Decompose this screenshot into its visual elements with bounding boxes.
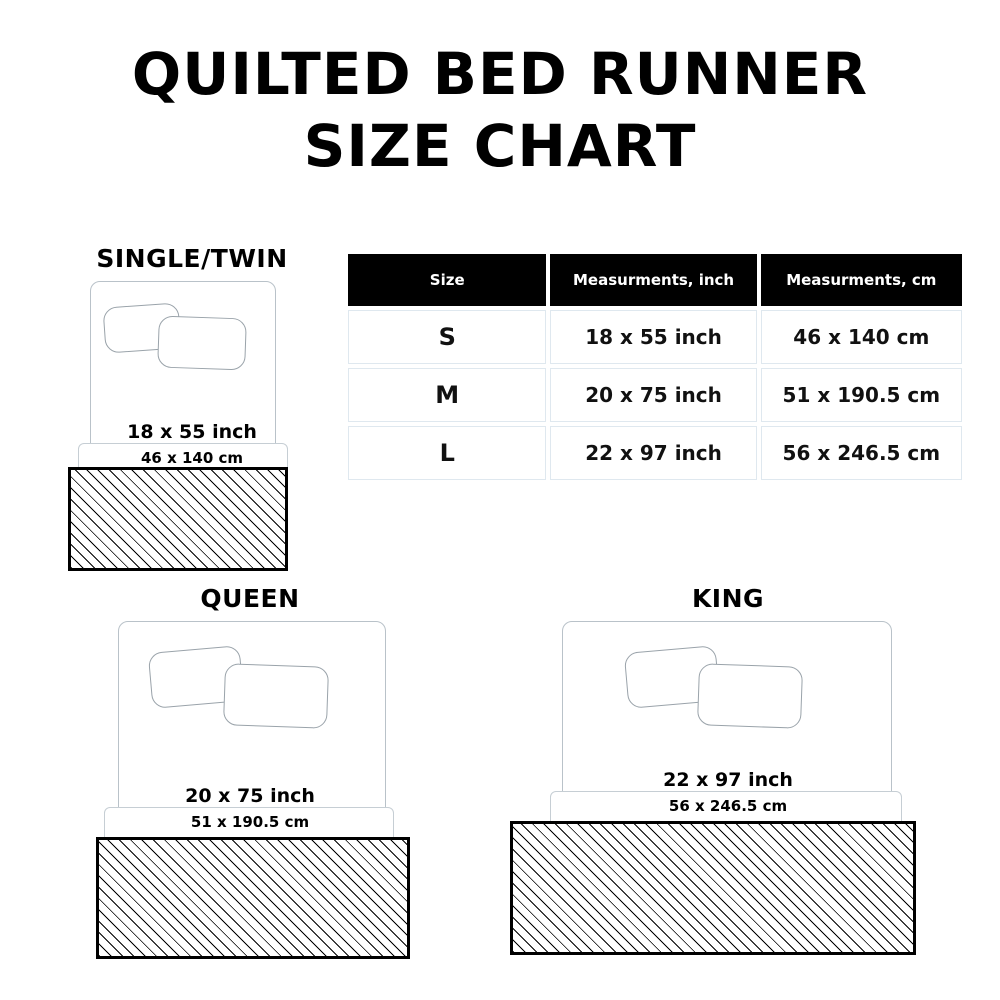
dimension-cm-queen: 51 x 190.5 cm — [190, 813, 310, 831]
table-header-inch: Measurments, inch — [550, 254, 756, 306]
table-cell-cm: 46 x 140 cm — [761, 310, 962, 364]
pillow-front — [223, 663, 329, 729]
pillow-front — [697, 663, 803, 729]
table-header-size: Size — [348, 254, 546, 306]
dimension-inch-queen: 20 x 75 inch — [185, 785, 315, 807]
bed-runner-single-twin — [68, 467, 288, 571]
table-header-row — [348, 254, 962, 306]
table-cell-size: M — [348, 368, 546, 422]
page-title-line-1: QUILTED BED RUNNER — [131, 40, 869, 108]
table-row — [348, 426, 962, 480]
dimension-inch-king: 22 x 97 inch — [663, 769, 793, 791]
dimension-cm-single-twin: 46 x 140 cm — [140, 449, 244, 467]
table-row — [348, 310, 962, 364]
bed-diagram-king — [548, 584, 908, 951]
bed-runner-queen — [96, 837, 410, 959]
bed-label-single-twin: SINGLE/TWIN — [96, 244, 288, 273]
page-title-line-2: SIZE CHART — [303, 112, 697, 180]
table-cell-cm: 51 x 190.5 cm — [761, 368, 962, 422]
bed-diagram-queen — [90, 584, 410, 951]
dimension-inch-single-twin: 18 x 55 inch — [127, 421, 257, 443]
bed-art-queen — [90, 621, 410, 951]
table-row — [348, 368, 962, 422]
dimension-cm-king: 56 x 246.5 cm — [668, 797, 788, 815]
size-chart-table — [344, 250, 966, 484]
bed-runner-king — [510, 821, 916, 955]
table-cell-inch: 18 x 55 inch — [550, 310, 756, 364]
table-cell-inch: 22 x 97 inch — [550, 426, 756, 480]
table-cell-size: L — [348, 426, 546, 480]
bed-art-king — [548, 621, 908, 951]
bed-label-queen: QUEEN — [200, 584, 300, 613]
bed-label-king: KING — [691, 584, 765, 613]
pillow-front — [157, 315, 247, 370]
table-header-cm: Measurments, cm — [761, 254, 962, 306]
bed-diagram-single-twin — [62, 244, 322, 581]
bed-art-single-twin — [62, 281, 322, 581]
page-title — [0, 38, 1000, 182]
table-cell-size: S — [348, 310, 546, 364]
table-cell-inch: 20 x 75 inch — [550, 368, 756, 422]
table-cell-cm: 56 x 246.5 cm — [761, 426, 962, 480]
